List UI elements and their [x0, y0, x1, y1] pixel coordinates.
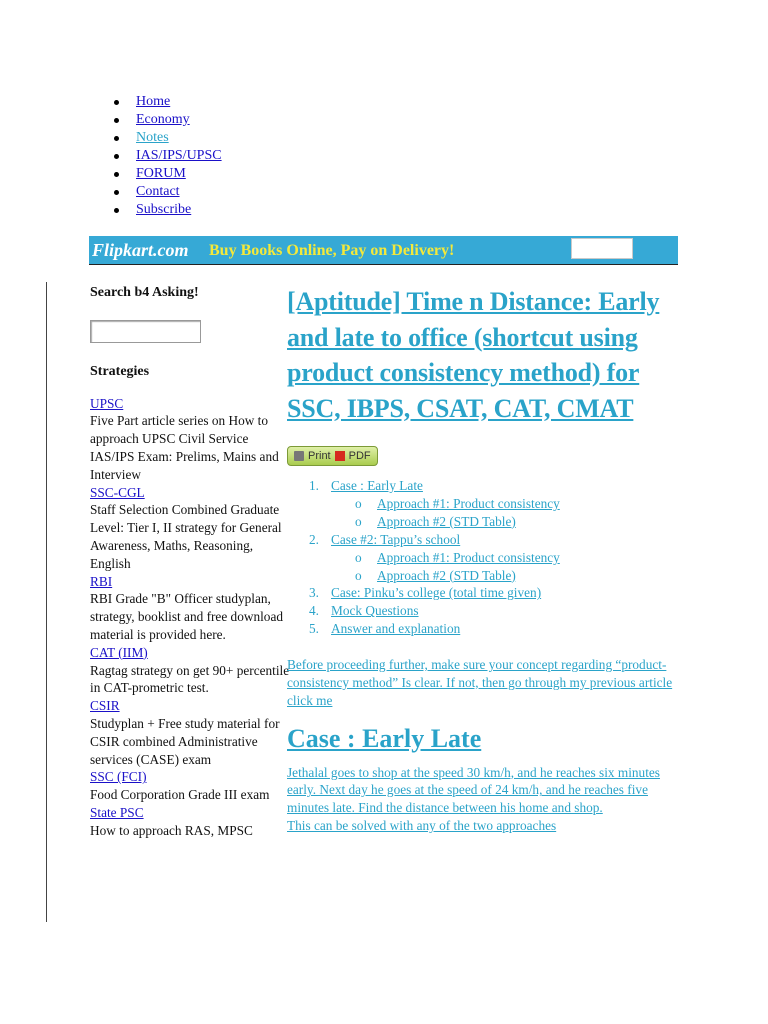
intro-paragraph[interactable]: Before proceeding further, make sure your concept regarding “product-consistency method” Is clear. If not, then go through my previous article click me	[287, 657, 673, 708]
post-title[interactable]: [Aptitude] Time n Distance: Early and late to office (shortcut using product consistency method) for SSC, IBPS, CSAT, CAT, CMAT	[287, 287, 660, 423]
toc-item[interactable]	[287, 513, 677, 531]
banner-ad-box[interactable]	[571, 238, 633, 259]
bullet-icon	[114, 118, 119, 123]
strategy-link-cat[interactable]: CAT (IIM)	[90, 644, 148, 660]
toc-item[interactable]	[287, 531, 677, 549]
nav-item-contact[interactable]	[112, 183, 222, 201]
strategy-item	[90, 573, 290, 644]
print-pdf-button[interactable]	[287, 446, 378, 466]
toc-link[interactable]: Case : Early Late	[331, 478, 423, 493]
bullet-icon	[114, 172, 119, 177]
printer-icon	[294, 451, 304, 461]
toc-link[interactable]: Mock Questions	[331, 603, 419, 619]
table-of-contents	[287, 477, 677, 638]
bullet-icon	[114, 136, 119, 141]
case-heading[interactable]: Case : Early Late	[287, 723, 482, 753]
left-divider	[46, 282, 47, 922]
pdf-icon	[335, 451, 345, 461]
toc-link[interactable]: Approach #2 (STD Table)	[377, 567, 516, 583]
banner-tagline: Buy Books Online, Pay on Delivery!	[209, 242, 455, 259]
strategies-list	[90, 395, 290, 840]
banner-brand: Flipkart.com	[92, 240, 189, 260]
toc-item[interactable]	[287, 620, 677, 638]
bullet-icon	[114, 100, 119, 105]
strategy-desc: How to approach RAS, MPSC	[90, 822, 253, 838]
case-paragraph[interactable]: Jethalal goes to shop at the speed 30 km/h, and he reaches six minutes early. Next day he goes at the speed of 24 km/h, and he reaches five minutes late. Find the distance between his home and shop.	[287, 764, 660, 816]
strategy-item	[90, 484, 290, 573]
toc-item[interactable]	[287, 477, 677, 495]
strategy-item	[90, 395, 290, 484]
toc-link[interactable]: Approach #2 (STD Table)	[377, 513, 516, 529]
strategy-link-ssc-fci[interactable]: SSC (FCI)	[90, 769, 147, 785]
nav-link-subscribe[interactable]: Subscribe	[136, 202, 192, 217]
strategy-item	[90, 768, 290, 804]
strategy-desc: RBI Grade "B" Officer studyplan, strategy, booklist and free download material is provided here.	[90, 591, 283, 642]
strategy-link-state-psc[interactable]: State PSC	[90, 804, 144, 820]
sidebar	[90, 284, 290, 840]
nav-item-ias[interactable]	[112, 147, 222, 165]
nav-link-contact[interactable]: Contact	[136, 184, 180, 199]
toc-marker: o	[355, 567, 362, 583]
toc-marker: 2.	[309, 531, 319, 547]
nav-item-subscribe[interactable]	[112, 201, 222, 219]
strategy-item	[90, 644, 290, 697]
strategy-desc: Studyplan + Free study material for CSIR combined Administrative services (CASE) exam	[90, 715, 280, 767]
toc-item[interactable]	[287, 602, 677, 620]
flipkart-banner[interactable]	[89, 236, 678, 265]
toc-marker: 4.	[309, 603, 319, 619]
top-nav	[112, 93, 222, 219]
toc-marker: 5.	[309, 621, 319, 637]
strategies-heading: Strategies	[90, 363, 150, 379]
bullet-icon	[114, 190, 119, 195]
strategy-link-ssc-cgl[interactable]: SSC-CGL	[90, 484, 145, 500]
strategy-item	[90, 697, 290, 768]
nav-item-notes[interactable]	[112, 129, 222, 147]
toc-link[interactable]: Approach #1: Product consistency	[377, 549, 560, 565]
strategy-link-csir[interactable]: CSIR	[90, 698, 120, 714]
toc-marker: 3.	[309, 585, 319, 601]
strategy-desc: Ragtag strategy on get 90+ percentile in CAT-prometric test.	[90, 662, 290, 696]
toc-item[interactable]	[287, 549, 677, 567]
toc-link[interactable]: Approach #1: Product consistency	[377, 495, 560, 511]
toc-marker: 1.	[309, 478, 319, 493]
toc-marker: o	[355, 549, 362, 565]
nav-link-economy[interactable]: Economy	[136, 112, 190, 127]
toc-link[interactable]: Answer and explanation	[331, 621, 461, 637]
strategy-desc: Five Part article series on How to approach UPSC Civil Service IAS/IPS Exam: Prelims, Mains and Interview	[90, 413, 279, 482]
bullet-icon	[114, 208, 119, 213]
nav-link-notes[interactable]: Notes	[136, 130, 169, 145]
toc-item[interactable]	[287, 495, 677, 513]
strategy-link-upsc[interactable]: UPSC	[90, 395, 124, 411]
strategy-desc: Food Corporation Grade III exam	[90, 787, 270, 803]
nav-item-economy[interactable]	[112, 111, 222, 129]
nav-item-home[interactable]	[112, 93, 222, 111]
bullet-icon	[114, 154, 119, 159]
nav-link-forum[interactable]: FORUM	[136, 166, 186, 181]
toc-link[interactable]: Case #2: Tappu’s school	[331, 531, 461, 547]
pdf-label: PDF	[348, 450, 371, 462]
nav-link-home[interactable]: Home	[136, 94, 171, 109]
print-label: Print	[308, 450, 331, 462]
toc-marker: o	[355, 513, 362, 529]
strategy-link-rbi[interactable]: RBI	[90, 573, 113, 589]
case-paragraph-2[interactable]: This can be solved with any of the two approaches	[287, 817, 557, 833]
toc-marker: o	[355, 495, 362, 511]
main-content	[287, 284, 677, 835]
nav-link-ias[interactable]: IAS/IPS/UPSC	[136, 148, 222, 163]
toc-item[interactable]	[287, 584, 677, 602]
toc-item[interactable]	[287, 567, 677, 585]
nav-item-forum[interactable]	[112, 165, 222, 183]
search-input[interactable]	[90, 320, 201, 343]
strategy-desc: Staff Selection Combined Graduate Level: Tier I, II strategy for General Awareness, Maths, Reasoning, English	[90, 502, 282, 571]
toc-link[interactable]: Case: Pinku’s college (total time given)	[331, 585, 542, 601]
search-heading: Search b4 Asking!	[90, 285, 199, 300]
strategy-item	[90, 804, 290, 840]
